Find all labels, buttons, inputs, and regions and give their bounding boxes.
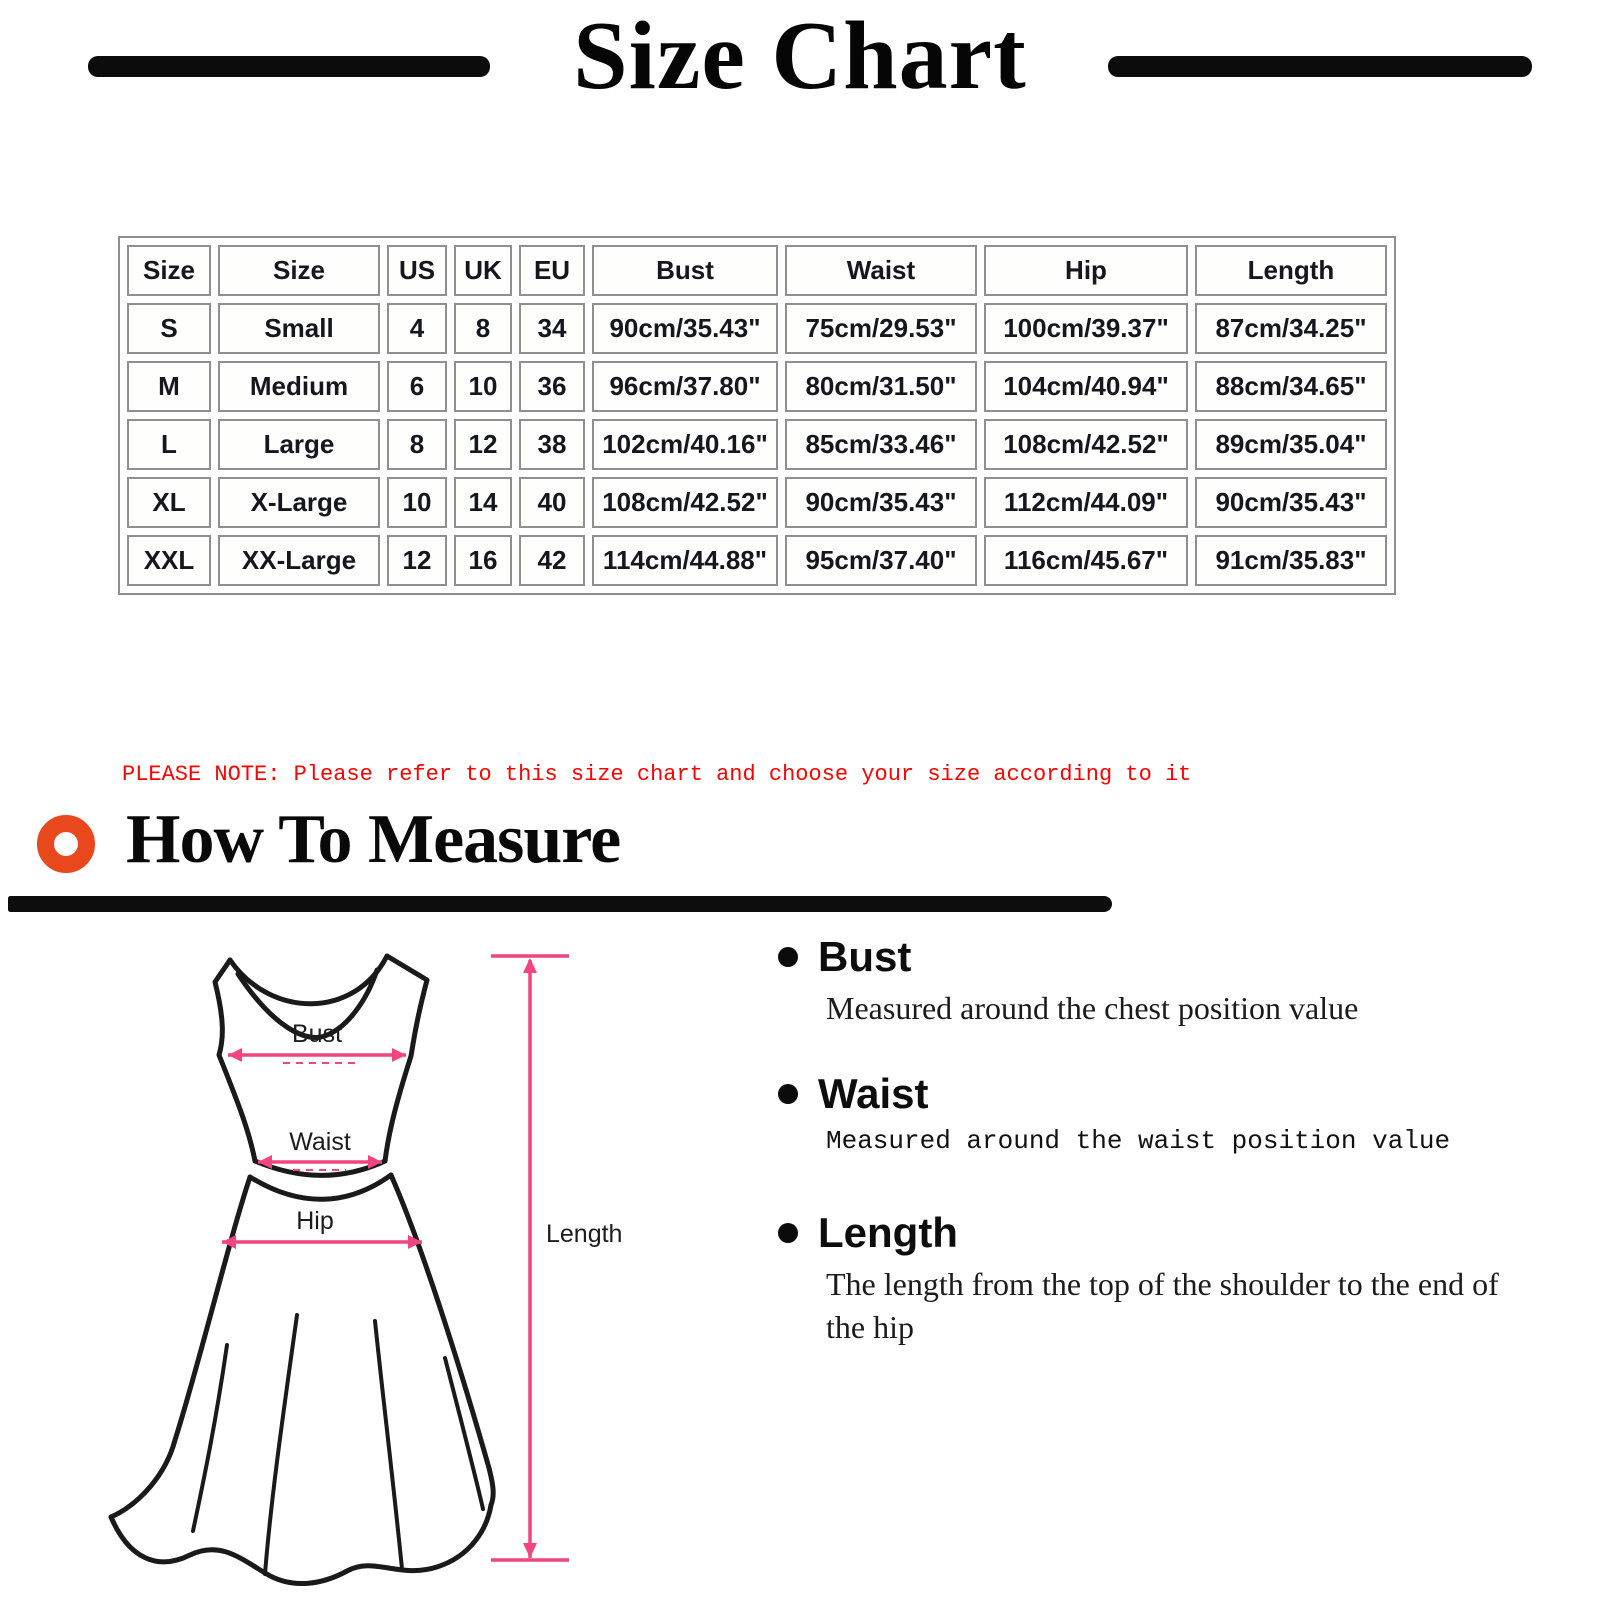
- table-cell: 8: [454, 303, 512, 354]
- diagram-waist-label: Waist: [289, 1128, 351, 1156]
- table-cell: 89cm/35.04": [1195, 419, 1387, 470]
- table-cell: 87cm/34.25": [1195, 303, 1387, 354]
- diagram-hip-label: Hip: [296, 1207, 334, 1235]
- measure-description: Measured around the waist position value: [826, 1126, 1451, 1157]
- table-cell: 12: [387, 535, 447, 586]
- table-cell: S: [127, 303, 211, 354]
- table-cell: 10: [387, 477, 447, 528]
- table-cell: 12: [454, 419, 512, 470]
- size-table: [118, 236, 1396, 595]
- table-cell: 108cm/42.52": [984, 419, 1188, 470]
- table-cell: 4: [387, 303, 447, 354]
- measure-term: Waist: [818, 1070, 929, 1117]
- bullet-dot-icon: [778, 1223, 798, 1243]
- table-row: [127, 535, 1387, 586]
- measure-description: The length from the top of the shoulder to the end of the hip: [826, 1266, 1499, 1345]
- table-cell: 10: [454, 361, 512, 412]
- table-cell: Medium: [218, 361, 380, 412]
- table-cell: 112cm/44.09": [984, 477, 1188, 528]
- header-cell: Waist: [785, 245, 977, 296]
- table-cell: 38: [519, 419, 585, 470]
- header-cell: Size: [218, 245, 380, 296]
- table-cell: 34: [519, 303, 585, 354]
- header-cell: US: [387, 245, 447, 296]
- table-cell: 116cm/45.67": [984, 535, 1188, 586]
- table-cell: 108cm/42.52": [592, 477, 778, 528]
- table-cell: XL: [127, 477, 211, 528]
- table-cell: 6: [387, 361, 447, 412]
- orange-ring-icon: [37, 815, 95, 873]
- measure-item-heading: [778, 1210, 1508, 1256]
- header-cell: Bust: [592, 245, 778, 296]
- table-cell: 91cm/35.83": [1195, 535, 1387, 586]
- header-cell: Hip: [984, 245, 1188, 296]
- measure-term: Bust: [818, 933, 912, 980]
- measure-item-bust: [778, 934, 1508, 1030]
- table-cell: M: [127, 361, 211, 412]
- how-to-measure-heading: How To Measure: [126, 801, 621, 878]
- measure-item-length: [778, 1210, 1508, 1348]
- table-header-row: [127, 245, 1387, 296]
- table-cell: 90cm/35.43": [592, 303, 778, 354]
- table-cell: 102cm/40.16": [592, 419, 778, 470]
- bust-arrow: [228, 1048, 406, 1063]
- table-cell: 104cm/40.94": [984, 361, 1188, 412]
- size-table-wrap: [118, 236, 1396, 595]
- table-cell: 114cm/44.88": [592, 535, 778, 586]
- table-cell: 95cm/37.40": [785, 535, 977, 586]
- table-row: [127, 419, 1387, 470]
- measure-item-waist: [778, 1071, 1508, 1159]
- hip-arrow: [222, 1235, 422, 1249]
- table-cell: XXL: [127, 535, 211, 586]
- table-cell: 85cm/33.46": [785, 419, 977, 470]
- table-cell: 90cm/35.43": [1195, 477, 1387, 528]
- diagram-bust-label: Bust: [291, 1020, 343, 1048]
- table-cell: 40: [519, 477, 585, 528]
- table-cell: XX-Large: [218, 535, 380, 586]
- measure-item-heading: [778, 934, 1508, 980]
- dress-outline: [111, 956, 493, 1584]
- page-title: Size Chart: [573, 2, 1027, 110]
- table-cell: 100cm/39.37": [984, 303, 1188, 354]
- heading-underline: [8, 896, 1112, 912]
- table-row: [127, 361, 1387, 412]
- header-cell: Length: [1195, 245, 1387, 296]
- measure-item-heading: [778, 1071, 1508, 1117]
- table-cell: Small: [218, 303, 380, 354]
- bullet-dot-icon: [778, 1084, 798, 1104]
- measure-term: Length: [818, 1209, 958, 1256]
- table-cell: 80cm/31.50": [785, 361, 977, 412]
- table-row: [127, 477, 1387, 528]
- header-cell: UK: [454, 245, 512, 296]
- diagram-length-label: Length: [546, 1220, 623, 1248]
- note-text: PLEASE NOTE: Please refer to this size chart and choose your size according to it: [122, 762, 1192, 787]
- table-cell: 36: [519, 361, 585, 412]
- dress-measure-diagram: [78, 928, 658, 1592]
- table-row: [127, 303, 1387, 354]
- title-rule-right: [1108, 56, 1532, 77]
- table-cell: 75cm/29.53": [785, 303, 977, 354]
- measure-description: Measured around the chest position value: [826, 990, 1359, 1027]
- header-cell: EU: [519, 245, 585, 296]
- length-arrow: [491, 956, 569, 1560]
- table-cell: Large: [218, 419, 380, 470]
- table-cell: 42: [519, 535, 585, 586]
- table-cell: 14: [454, 477, 512, 528]
- table-cell: L: [127, 419, 211, 470]
- table-cell: X-Large: [218, 477, 380, 528]
- table-cell: 8: [387, 419, 447, 470]
- table-cell: 16: [454, 535, 512, 586]
- header-cell: Size: [127, 245, 211, 296]
- table-cell: 88cm/34.65": [1195, 361, 1387, 412]
- table-cell: 90cm/35.43": [785, 477, 977, 528]
- bullet-dot-icon: [778, 947, 798, 967]
- table-cell: 96cm/37.80": [592, 361, 778, 412]
